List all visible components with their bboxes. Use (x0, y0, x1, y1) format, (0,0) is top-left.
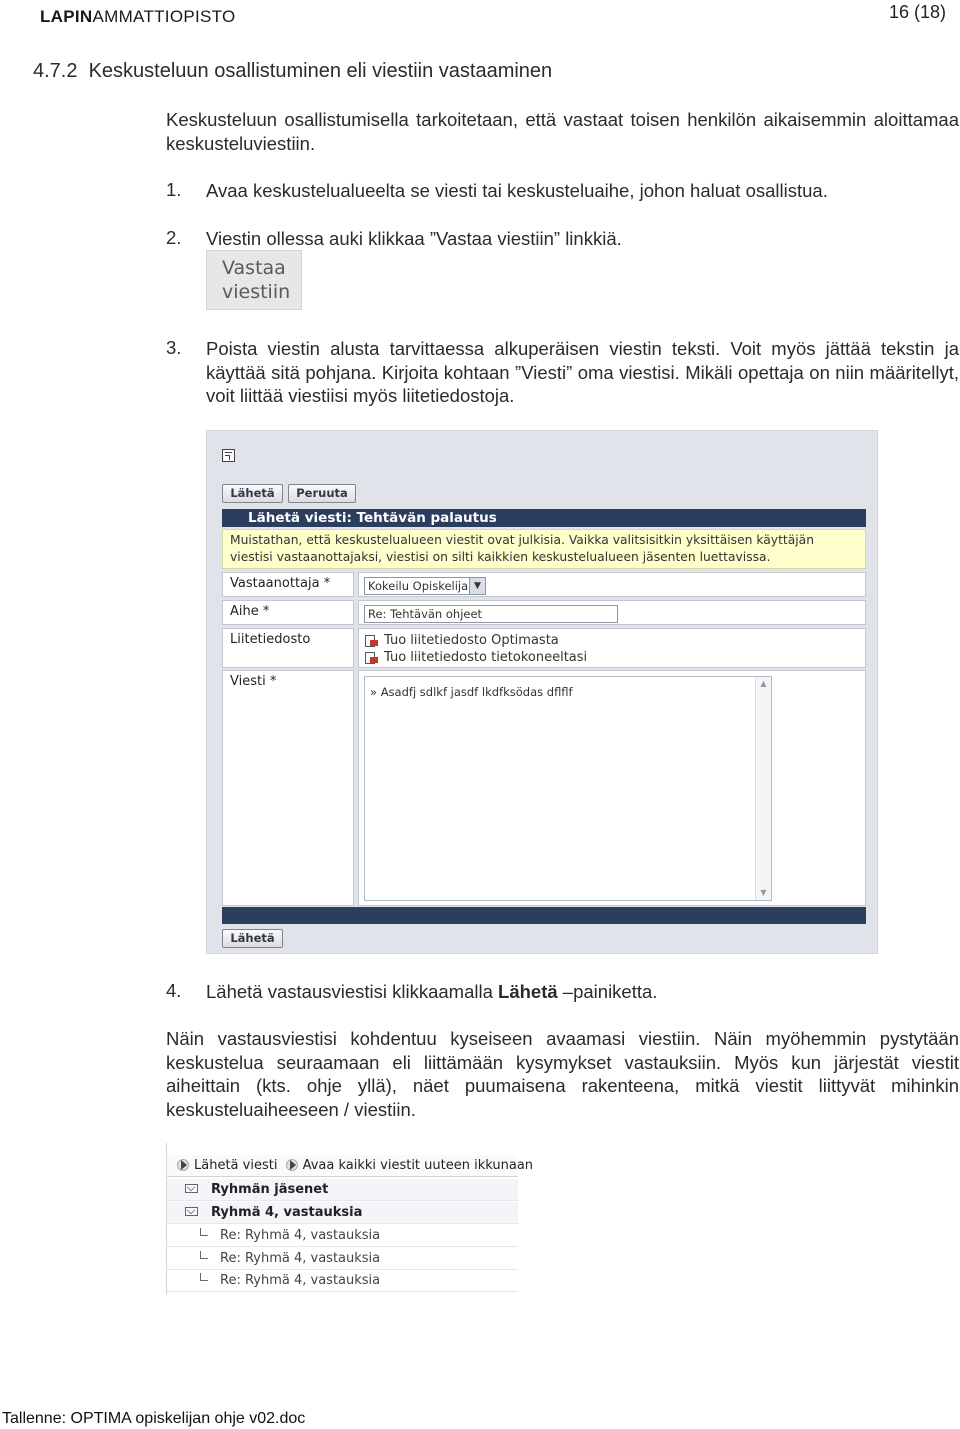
step-1-number: 1. (166, 179, 182, 200)
reply-link-line1: Vastaa (222, 257, 286, 279)
attachment-label: Liitetiedosto (222, 628, 354, 668)
step-4-text-bold: Lähetä (498, 981, 558, 1002)
play-icon (177, 1159, 189, 1171)
recipient-select[interactable] (364, 577, 486, 595)
subject-field (358, 600, 866, 625)
notice-line-1: Muistathan, että keskustelualueen viestit ovat julkisia. Vaikka valitsisitkin yksittäisen käyttäjän (230, 533, 814, 547)
play-icon (286, 1159, 298, 1171)
page-number: 16 (18) (889, 2, 947, 22)
tree-row[interactable] (167, 1179, 518, 1201)
send-message-label: Lähetä viesti (194, 1158, 278, 1173)
recipient-label: Vastaanottaja * (222, 572, 354, 597)
logo-rest-text: AMMATTIOPISTO (92, 7, 236, 26)
reply-link-image (206, 250, 302, 310)
recipient-value: Kokeilu Opiskelija (368, 579, 469, 593)
tree-branch-icon (200, 1251, 208, 1259)
step-3-text: Poista viestin alusta tarvittaessa alkuperäisen viestin teksti. Voit myös jättää tekstin ja käyttää sitä pohjana. Kirjoita kohtaan ”Viesti” oma viestisi. Mikäli opettaja on niin määritellyt, voit liittää viestiisi myös liitetiedostoja. (206, 338, 959, 406)
step-4-text-after: –painiketta. (557, 981, 658, 1002)
scroll-down-icon[interactable]: ▼ (760, 888, 767, 897)
tree-row-label: Re: Ryhmä 4, vastauksia (220, 1273, 381, 1288)
send-button-bottom[interactable]: Lähetä (222, 929, 283, 948)
open-all-link[interactable] (286, 1158, 533, 1173)
message-value: » Asadfj sdlkf jasdf lkdfksödas dflflf (370, 685, 573, 699)
envelope-icon (185, 1207, 198, 1216)
scroll-up-icon[interactable]: ▲ (760, 679, 767, 688)
section-heading: 4.7.2 Keskusteluun osallistuminen eli viestiin vastaaminen (33, 60, 553, 82)
form-title: Lähetä viesti: Tehtävän palautus (248, 510, 497, 526)
step-3-number: 3. (166, 337, 182, 358)
subject-input[interactable]: Re: Tehtävän ohjeet (364, 605, 618, 623)
open-all-label: Avaa kaikki viestit uuteen ikkunaan (302, 1158, 534, 1173)
attach-computer-icon (364, 652, 378, 664)
tree-row[interactable] (167, 1225, 518, 1247)
tree-row-label: Re: Ryhmä 4, vastauksia (220, 1251, 381, 1266)
step-4-text (206, 980, 959, 1004)
subject-label: Aihe * (222, 600, 354, 625)
message-tree-screenshot (166, 1143, 534, 1295)
attach-computer-label: Tuo liitetiedosto tietokoneeltasi (384, 650, 588, 665)
attach-optima-icon (364, 635, 378, 647)
step-1-text: Avaa keskustelualueelta se viesti tai keskusteluaihe, johon haluat osallistua. (206, 180, 828, 201)
form-bottom-bar (222, 907, 866, 924)
tree-row-label: Re: Ryhmä 4, vastauksia (220, 1228, 381, 1243)
attachment-field (358, 628, 866, 668)
step-4-number: 4. (166, 980, 182, 1001)
envelope-icon (185, 1184, 198, 1193)
tree-toolbar (167, 1155, 534, 1177)
send-message-link[interactable] (177, 1158, 277, 1173)
chevron-down-icon[interactable]: ▼ (469, 578, 485, 594)
attach-optima-label: Tuo liitetiedosto Optimasta (384, 633, 559, 648)
cancel-button[interactable]: Peruuta (288, 484, 356, 503)
step-2-number: 2. (166, 227, 182, 248)
public-notice (222, 529, 866, 569)
tree-row-label: Ryhmä 4, vastauksia (211, 1205, 363, 1220)
tree-branch-icon (200, 1228, 208, 1236)
recipient-field (358, 572, 866, 597)
tree-row-label: Ryhmän jäsenet (211, 1182, 329, 1197)
step-2-text: Viestin ollessa auki klikkaa ”Vastaa viestiin” linkkiä. (206, 228, 622, 249)
closing-paragraph: Näin vastausviestisi kohdentuu kyseiseen avaamasi viestiin. Näin myöhemmin pystytään keskustelua seuraamaan eli liittämään kysymykset vastauksiin. Myös kun järjestät viestit aiheittain (kts. ohje yllä), näet puumaisena rakenteena, mitkä viestit liittyvät mihinkin keskusteluaiheeseen / viestiin. (166, 1028, 959, 1120)
message-scrollbar[interactable] (755, 677, 771, 900)
logo-bold-text: LAPIN (40, 7, 93, 26)
tree-row[interactable] (167, 1248, 518, 1270)
print-icon[interactable] (222, 449, 235, 462)
message-label: Viesti * (222, 670, 354, 906)
attach-from-optima-link[interactable] (364, 633, 559, 649)
reply-form-screenshot (206, 430, 878, 954)
footer-filename: Tallenne: OPTIMA opiskelijan ohje v02.doc (2, 1410, 306, 1427)
notice-line-2: viestisi vastaanottajaksi, viestisi on silti kaikkien keskustelualueen jäsenten luettavissa. (230, 550, 771, 564)
reply-link-line2: viestiin (222, 281, 291, 303)
send-button[interactable]: Lähetä (222, 484, 283, 503)
message-textarea[interactable] (364, 676, 772, 901)
intro-paragraph: Keskusteluun osallistumisella tarkoitetaan, että vastaat toisen henkilön aikaisemmin aloittamaa keskusteluviestiin. (166, 109, 959, 154)
message-field (358, 670, 866, 906)
tree-row[interactable] (167, 1270, 518, 1292)
attach-from-computer-link[interactable] (364, 650, 587, 666)
logo (40, 7, 236, 27)
form-title-bar (222, 509, 866, 527)
tree-row[interactable] (167, 1202, 518, 1224)
tree-branch-icon (200, 1273, 208, 1281)
step-4-text-before: Lähetä vastausviestisi klikkaamalla (206, 981, 499, 1002)
